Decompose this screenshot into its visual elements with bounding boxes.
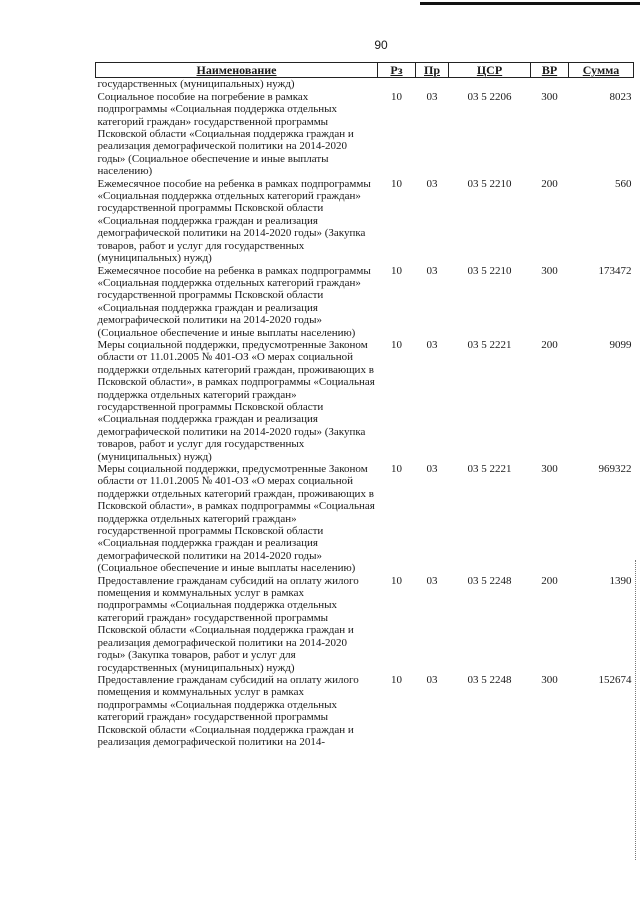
- cell-csr: 03 5 2210: [467, 177, 512, 190]
- header-csr: ЦСР: [449, 63, 531, 78]
- continuation-text: государственных (муниципальных) нужд): [97, 78, 295, 91]
- cell-pr: 03: [426, 463, 438, 475]
- cell-pr: 03: [426, 338, 438, 351]
- cell-rz: 10: [391, 463, 402, 475]
- cell-name: Предоставление гражданам субсидий на оплату жилого помещения и коммунальных услуг в рамках подпрограммы «Социальная поддержка отдельных категорий граждан» государственной программы Псковской области «Социальная поддержка граждан и реализация демографической политики на 2014-2020 годы» (Закупка товаров, работ и услуг для государственных (муниципальных) нужд): [97, 574, 359, 674]
- cell-sum: 9099: [609, 338, 632, 351]
- header-sum: Сумма: [569, 63, 634, 78]
- cell-vr: 300: [541, 264, 558, 277]
- cell-pr: 03: [426, 90, 438, 103]
- cell-sum: 1390: [609, 574, 632, 587]
- cell-vr: 200: [541, 338, 558, 351]
- cell-rz: 10: [391, 264, 402, 277]
- cell-vr: 300: [541, 90, 558, 103]
- cell-sum: 152674: [598, 673, 632, 686]
- cell-rz: 10: [391, 673, 402, 686]
- table-row: [96, 339, 634, 463]
- header-vr: ВР: [531, 63, 569, 78]
- cell-pr: 03: [426, 264, 438, 277]
- cell-vr: 200: [541, 574, 558, 587]
- header-name: Наименование: [96, 63, 378, 78]
- cell-csr: 03 5 2210: [467, 264, 512, 277]
- budget-table: [95, 62, 634, 748]
- table-row: [96, 463, 634, 575]
- page-number: 90: [374, 38, 388, 52]
- header-pr: Пр: [416, 63, 449, 78]
- cell-name: Предоставление гражданам субсидий на оплату жилого помещения и коммунальных услуг в рамках подпрограммы «Социальная поддержка отдельных категорий граждан» государственной программы Псковской области «Социальная поддержка граждан и реализация демографической политики на 2014-: [97, 673, 359, 748]
- cell-pr: 03: [426, 574, 438, 587]
- table-row: [96, 178, 634, 265]
- cell-name: Меры социальной поддержки, предусмотренные Законом области от 11.01.2005 № 401-ОЗ «О мерах социальной поддержки отдельных категорий граждан, проживающих в Псковской области», в рамках подпрограммы «Социальная поддержка отдельных категорий граждан» государственной программы Псковской области «Социальная поддержка граждан и реализация демографической политики на 2014-2020 годы» (Закупка товаров, работ и услуг для государственных (муниципальных) нужд): [97, 338, 375, 463]
- cell-sum: 8023: [609, 90, 632, 103]
- cell-name: Ежемесячное пособие на ребенка в рамках подпрограммы «Социальная поддержка отдельных категорий граждан» государственной программы Псковской области «Социальная поддержка граждан и реализация демографической политики на 2014-2020 годы» (Закупка товаров, работ и услуг для государственных (муниципальных) нужд): [97, 177, 371, 265]
- cell-name: Ежемесячное пособие на ребенка в рамках подпрограммы «Социальная поддержка отдельных категорий граждан» государственной программы Псковской области «Социальная поддержка граждан и реализация демографической политики на 2014-2020 годы» (Социальное обеспечение и иные выплаты населению): [97, 264, 371, 339]
- cell-rz: 10: [391, 338, 402, 351]
- cell-rz: 10: [391, 90, 402, 103]
- cell-rz: 10: [391, 177, 402, 190]
- cell-rz: 10: [391, 574, 402, 587]
- cell-name: Меры социальной поддержки, предусмотренные Законом области от 11.01.2005 № 401-ОЗ «О мерах социальной поддержки отдельных категорий граждан, проживающих в Псковской области», в рамках подпрограммы «Социальная поддержка отдельных категорий граждан» государственной программы Псковской области «Социальная поддержка граждан и реализация демографической политики на 2014-2020 годы» (Социальное обеспечение и иные выплаты населению): [97, 463, 375, 575]
- cell-csr: 03 5 2248: [467, 574, 512, 587]
- cell-vr: 200: [541, 177, 558, 190]
- table-row: [96, 575, 634, 674]
- cell-pr: 03: [426, 177, 438, 190]
- cell-csr: 03 5 2221: [467, 338, 512, 351]
- margin-dots: [635, 560, 637, 860]
- cell-csr: 03 5 2206: [467, 90, 512, 103]
- table-row: [96, 265, 634, 339]
- cell-vr: 300: [541, 463, 558, 475]
- cell-csr: 03 5 2221: [467, 463, 512, 475]
- header-rz: Рз: [378, 63, 416, 78]
- cell-vr: 300: [541, 673, 558, 686]
- table-row: [96, 674, 634, 748]
- cell-sum: 560: [615, 177, 632, 190]
- table-row-continuation: [96, 78, 634, 91]
- top-rule: [420, 2, 640, 5]
- cell-pr: 03: [426, 673, 438, 686]
- cell-sum: 173472: [598, 264, 632, 277]
- table-header-row: [96, 63, 634, 78]
- cell-name: Социальное пособие на погребение в рамках подпрограммы «Социальная поддержка отдельных категорий граждан» государственной программы Псковской области «Социальная поддержка граждан и реализация демографической политики на 2014-2020 годы» (Социальное обеспечение и иные выплаты населению): [97, 90, 354, 178]
- cell-sum: 969322: [598, 463, 632, 475]
- table-row: [96, 91, 634, 178]
- cell-csr: 03 5 2248: [467, 673, 512, 686]
